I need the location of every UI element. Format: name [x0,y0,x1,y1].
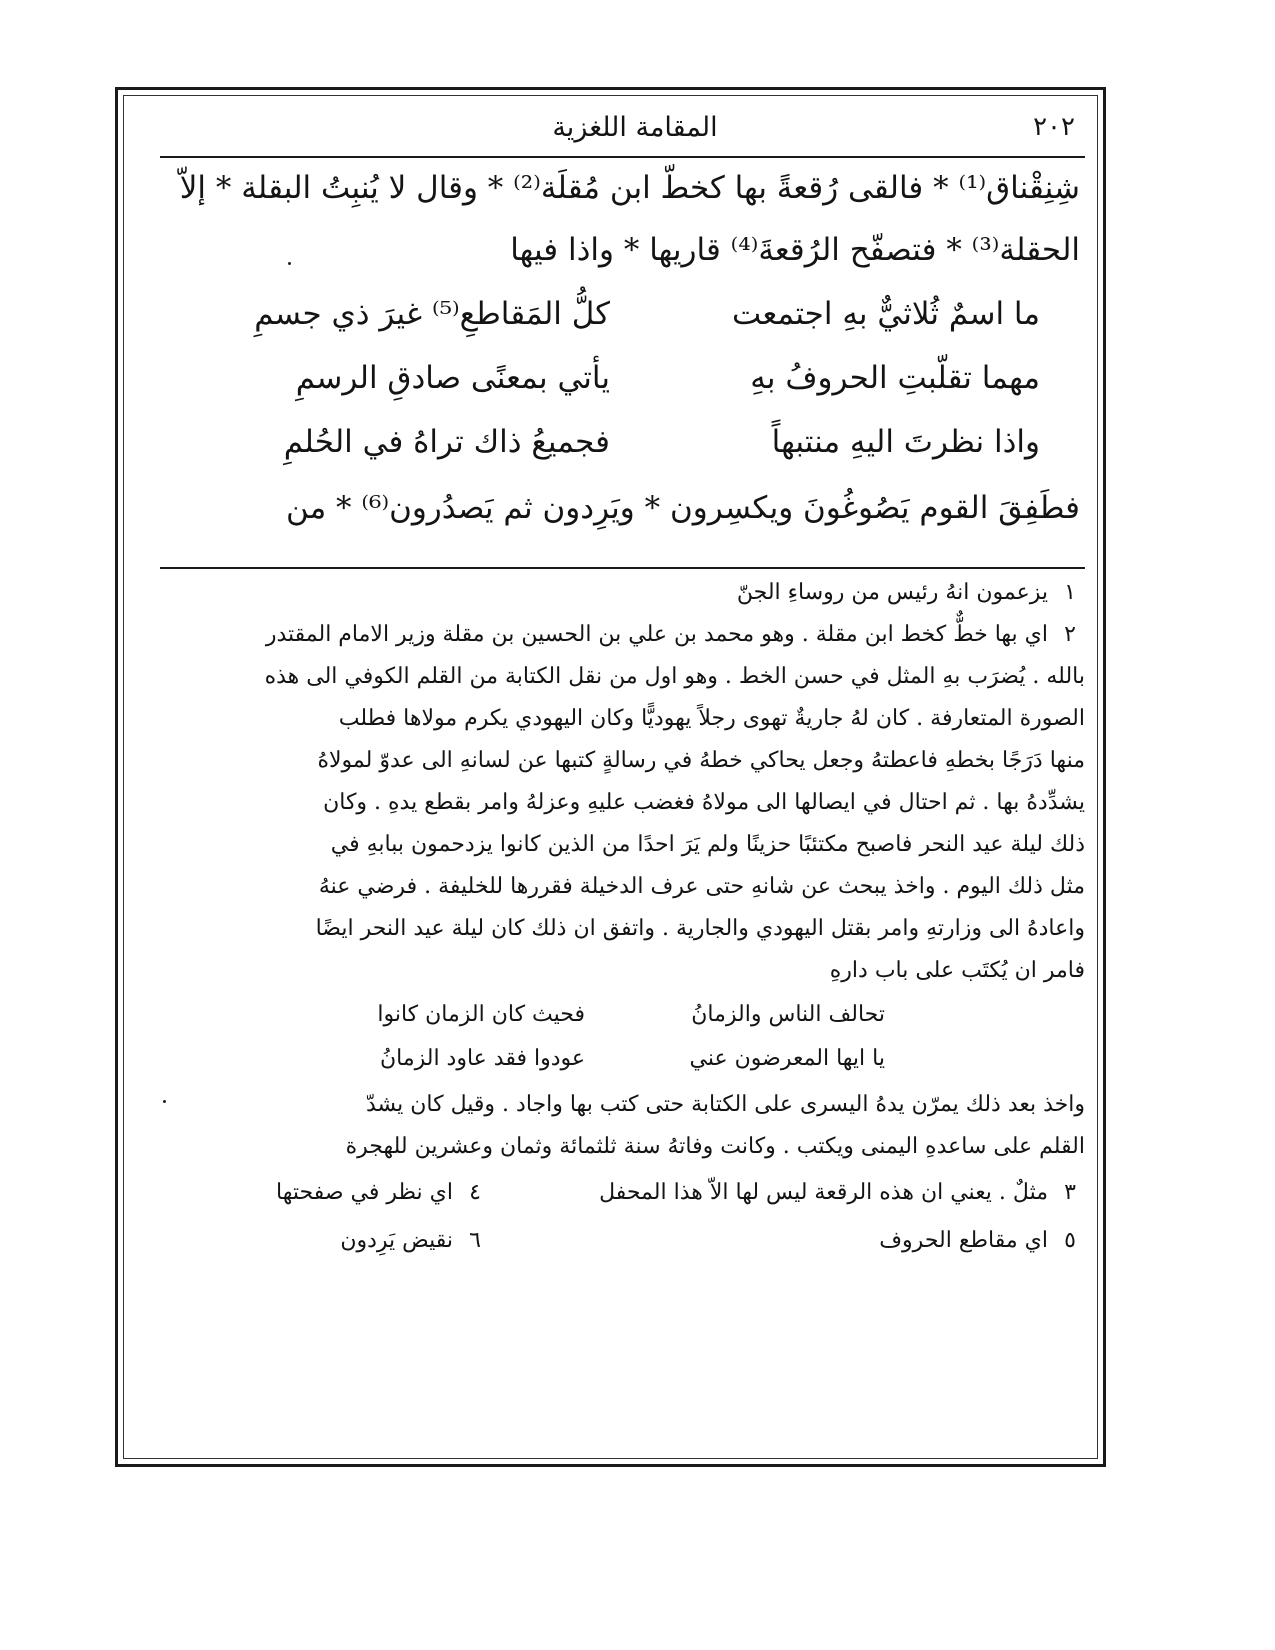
footnote-6 [340,1226,490,1256]
footnote-line: واخذ بعد ذلك يمرّن يدهُ اليسرى على الكتابة حتى كتب بها واجاد . وقيل كان يشدّ [365,1092,1085,1117]
footnote-text: اي بها خطٌّ كخط ابن مقلة . وهو محمد بن علي بن الحسين بن مقلة وزير الامام المقتدر [265,622,1048,647]
poem-hemistich: يأتي بمعنًى صادقِ الرسمِ [295,360,610,396]
stray-mark [288,262,291,265]
footnote-rule [160,567,1085,569]
page-header [195,108,1075,150]
footnote-line: مثل ذلك اليوم . واخذ يبحث عن شانهِ حتى عرف الدخيلة فقررها للخليفة . فرضي عنهُ [318,874,1085,899]
footnote-text: يزعمون انهُ رئيس من روساءِ الجنّ [736,580,1048,605]
footnote-4 [276,1178,490,1208]
footnote-line: ذلك ليلة عيد النحر فاصبح مكتئبًا حزينًا ولم يَرَ احدًا من الذين كانوا يزدحمون ببابهِ في [330,832,1085,857]
footnotes [150,578,1085,1358]
header-rule [160,156,1085,158]
footnote-text: اي نظر في صفحتها [276,1180,453,1205]
stray-mark [163,1100,166,1103]
footnote-number: ٦ [469,1228,481,1253]
text-line: الحقلة⁽³⁾ * فتصفّح الرُقعةَ⁽⁴⁾ قاريها * واذا فيها [510,232,1080,268]
poem-hemistich: فجميعُ ذاك تراهُ في الحُلمِ [283,424,610,460]
footnote-5 [879,1226,1085,1256]
footnote-2 [266,620,1085,650]
footnote-number: ٣ [1064,1180,1076,1205]
poem-hemistich: ما اسمٌ ثُلاثيٌّ بهِ اجتمعت [732,296,1040,332]
footnote-line: واعادهُ الى وزارتهِ وامر بقتل اليهودي والجارية . واتفق ان ذلك كان ليلة عيد النحر ايضًا [315,916,1085,941]
footnote-text: مثلٌ . يعني ان هذه الرقعة ليس لها الاّ هذا المحفل [599,1180,1048,1205]
footnote-line: الصورة المتعارفة . كان لهُ جاريةٌ تهوى رجلاً يهوديًّا وكان اليهودي يكرم مولاها فطلب [338,706,1085,731]
poem-hemistich: واذا نظرتَ اليهِ منتبهاً [771,424,1040,460]
footnote-1 [737,578,1085,608]
footnote-line: يشدِّدهُ بها . ثم احتال في ايصالها الى مولاهُ فغضب عليهِ وعزلهُ وامر بقطع يدهِ . وكان [323,790,1085,815]
footnote-text: اي مقاطع الحروف [879,1228,1048,1253]
text-line: شِنِقْناق⁽¹⁾ * فالقى رُقعةً بها كخطّ ابن مُقلَة⁽²⁾ * وقال لا يُنبِتُ البقلة * إلاّ [179,170,1080,206]
footnote-line: القلم على ساعدهِ اليمنى ويكتب . وكانت وفاتهُ سنة ثلثمائة وثمان وعشرين للهجرة [345,1134,1085,1159]
footnote-number: ٤ [469,1180,481,1205]
footnote-line: منها دَرَجًا بخطهِ فاعطتهُ وجعل يحاكي خطهُ في رسالةٍ كتبها عن لسانهِ الى عدوّ لمولاهُ [317,748,1085,773]
main-text [160,168,1080,558]
verse-hemistich: يا ايها المعرضون عني [689,1046,885,1071]
footnote-number: ١ [1064,580,1076,605]
running-title: المقامة اللغزية [552,112,718,143]
footnote-3 [599,1178,1085,1208]
footnote-number: ٥ [1064,1228,1076,1253]
footnote-line: بالله . يُضرَب بهِ المثل في حسن الخط . وهو اول من نقل الكتابة من القلم الكوفي الى هذه [264,664,1085,689]
poem-hemistich: كلُّ المَقاطعِ⁽⁵⁾ غيرَ ذي جسمِ [254,296,610,332]
poem-hemistich: مهما تقلّبتِ الحروفُ بهِ [750,360,1040,396]
footnote-text: نقيض يَرِدون [340,1228,453,1253]
verse-hemistich: فحيث كان الزمان كانوا [377,1002,585,1027]
verse-hemistich: عودوا فقد عاود الزمانُ [379,1046,585,1071]
footnote-line: فامر ان يُكتَب على باب دارهِ [829,958,1085,983]
footnote-number: ٢ [1064,622,1076,647]
page-number: ٢٠٢ [1033,112,1075,142]
verse-hemistich: تحالف الناس والزمانُ [691,1002,885,1027]
text-line: فطَفِقَ القوم يَصُوغُونَ ويكسِرون * ويَرِدون ثم يَصدُرون⁽⁶⁾ * من [285,490,1080,526]
